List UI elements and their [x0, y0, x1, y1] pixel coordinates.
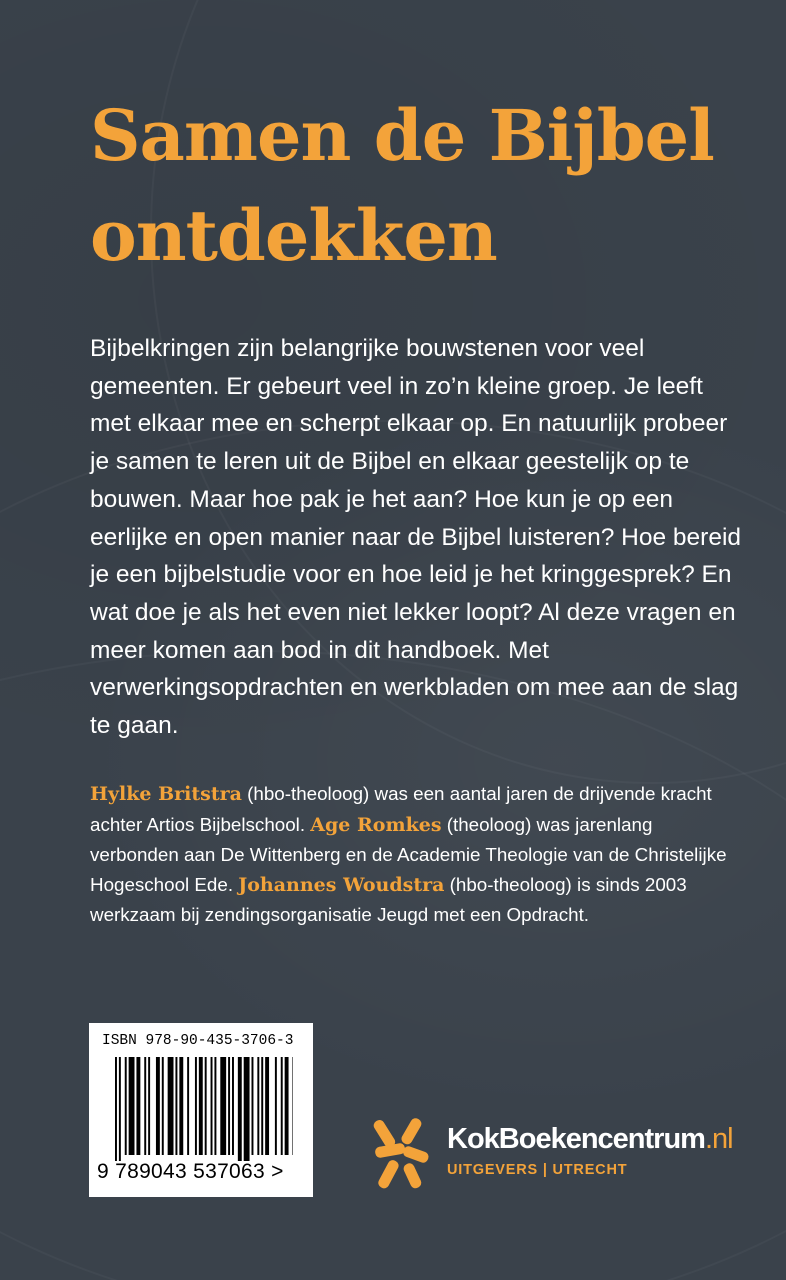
publisher-name-main: KokBoekencentrum	[447, 1123, 705, 1155]
barcode-bar	[119, 1057, 121, 1161]
barcode-bar	[238, 1057, 242, 1161]
publisher-name	[447, 1123, 733, 1156]
barcode-bar	[228, 1057, 230, 1155]
barcode-bar	[187, 1057, 189, 1155]
barcode-bar	[115, 1057, 117, 1161]
author-bio-3: (hbo-theoloog) is sinds 2003 werkzaam bij zendingsorganisatie Jeugd met een Opdracht.	[90, 873, 687, 925]
barcode-bar	[175, 1057, 177, 1155]
barcode-bar	[232, 1057, 234, 1155]
author-bio-1: (hbo-theoloog) was een aantal jaren de drijvende kracht achter Artios Bijbelschool.	[90, 783, 712, 835]
barcode-bar	[144, 1057, 146, 1155]
isbn-label: ISBN 978-90-435-3706-3	[102, 1033, 294, 1049]
author-bio-2: (theoloog) was jarenlang verbonden aan De Wittenberg en de Academie Theologie van de Christelijke Hogeschool Ede.	[90, 813, 727, 895]
barcode-bar	[292, 1057, 293, 1155]
book-description: Bijbelkringen zijn belangrijke bouwstenen voor veel gemeenten. Er gebeurt veel in zo’n kleine groep. Je leeft met elkaar mee en scherpt elkaar op. En natuurlijk probeer je samen te leren uit de Bijbel en elkaar geestelijk op te bouwen. Maar hoe pak je het aan? Hoe kun je op een eerlijke en open manier naar de Bijbel luisteren? Hoe bereid je een bijbelstudie voor en hoe leid je het kringgesprek? En wat doe je als het even niet lekker loopt? Al deze vragen en meer komen aan bod in dit handboek. Met verwerkingsopdrachten en werkbladen om mee aan de slag te gaan.	[90, 335, 742, 740]
barcode-bar	[214, 1057, 216, 1155]
isbn-digits: 9 789043 537063 >	[97, 1160, 284, 1183]
publisher-name-suffix: .nl	[704, 1123, 733, 1155]
barcode-bar	[179, 1057, 183, 1155]
author-name-3: Johannes Woudstra	[238, 873, 445, 896]
barcode-bar	[195, 1057, 197, 1155]
barcode-bar	[148, 1057, 150, 1155]
author-bios	[90, 779, 740, 930]
book-title-line-2: ontdekken	[90, 194, 497, 277]
barcode-bar	[257, 1057, 259, 1155]
barcode-bar	[129, 1057, 135, 1155]
barcode-bar	[125, 1057, 127, 1155]
barcode-bar	[205, 1057, 207, 1155]
book-title-line-1: Samen de Bijbel	[90, 94, 714, 177]
barcode-bar	[275, 1057, 277, 1155]
barcode-bar	[136, 1057, 140, 1155]
barcode-bar	[168, 1057, 174, 1155]
author-name-2: Age Romkes	[310, 813, 442, 836]
barcode-bar	[252, 1057, 254, 1155]
barcode-bar	[265, 1057, 269, 1155]
barcode-bar	[244, 1057, 250, 1161]
isbn-barcode	[89, 1023, 313, 1197]
barcode-bar	[211, 1057, 213, 1155]
publisher-block	[373, 1115, 753, 1195]
barcode-bar	[281, 1057, 283, 1155]
barcode-bar	[156, 1057, 160, 1155]
book-title	[90, 86, 770, 286]
barcode-bar	[199, 1057, 203, 1155]
publisher-subtitle: UITGEVERS | UTRECHT	[447, 1162, 628, 1178]
barcode-bars	[115, 1057, 293, 1161]
barcode-bar	[261, 1057, 263, 1155]
barcode-bar	[220, 1057, 226, 1155]
barcode-bar	[162, 1057, 164, 1155]
author-name-1: Hylke Britstra	[90, 783, 242, 805]
barcode-bar	[285, 1057, 289, 1155]
kokboekencentrum-logo-icon	[373, 1115, 433, 1195]
